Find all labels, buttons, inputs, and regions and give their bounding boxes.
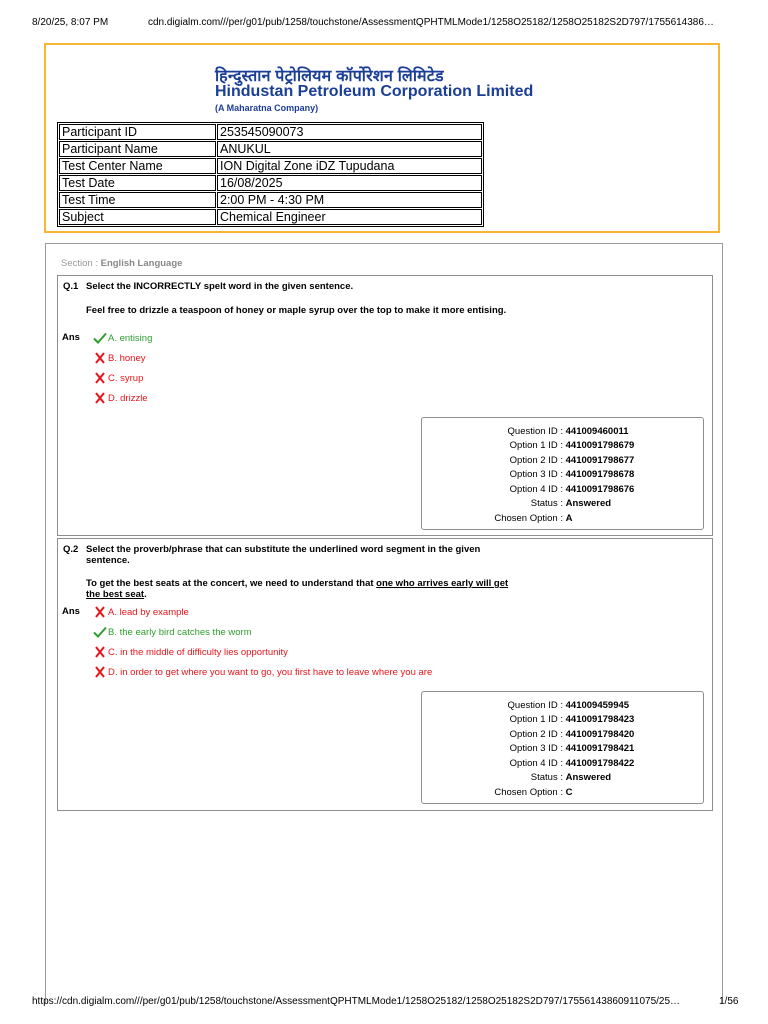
meta-label: Option 2 ID : [509,729,563,740]
option-text: D. drizzle [108,392,148,404]
question-meta-panel [421,691,704,804]
underlined-segment: one who arrives early will get the best seat [86,578,509,600]
meta-label: Option 3 ID : [509,469,563,480]
meta-label: Option 4 ID : [509,758,563,769]
meta-option4-id [422,758,635,769]
info-label: Test Date [59,175,216,191]
option-text: D. in order to get where you want to go, you first have to leave where you are [108,666,433,678]
option-b [93,352,146,364]
meta-value: 4410091798678 [565,469,635,480]
option-text: A. entising [108,332,153,344]
print-datetime: 8/20/25, 8:07 PM [32,17,109,28]
logo-tagline: (A Maharatna Company) [215,103,319,113]
meta-value: 4410091798423 [565,714,635,725]
meta-value: Answered [565,498,612,509]
cross-icon [93,646,107,658]
meta-value: 4410091798420 [565,729,635,740]
meta-value: 4410091798677 [565,455,635,466]
meta-chosen-option [422,513,602,524]
info-label: Subject [59,209,216,225]
meta-label: Status : [530,772,563,783]
option-text: A. lead by example [108,606,189,618]
question-block-2 [57,538,713,811]
meta-label: Option 4 ID : [509,484,563,495]
meta-value: A [565,513,573,524]
answer-label: Ans [62,332,80,343]
cross-icon [93,352,107,364]
meta-option2-id [422,729,635,740]
meta-label: Status : [530,498,563,509]
meta-option2-id [422,455,635,466]
info-label: Participant Name [59,141,216,157]
option-text: C. syrup [108,372,144,384]
sentence-end: . [144,589,147,600]
meta-value: 441009460011 [565,426,629,437]
table-row [59,209,482,225]
table-row [59,158,482,174]
participant-info-table [57,122,484,227]
meta-label: Question ID : [507,700,563,711]
option-d [93,666,432,678]
meta-status [422,772,612,783]
table-row [59,141,482,157]
table-row [59,175,482,191]
meta-chosen-option [422,787,602,798]
meta-question-id [422,426,629,437]
question-sentence: Feel free to drizzle a teaspoon of honey or maple syrup over the top to make it more entising. [86,305,507,316]
question-number: Q.1 [63,281,79,292]
section-title [61,258,182,269]
cross-icon [93,606,107,618]
option-text: B. honey [108,352,146,364]
table-row [59,124,482,140]
question-block-1 [57,275,713,536]
info-label: Test Time [59,192,216,208]
meta-label: Chosen Option : [494,787,563,798]
meta-question-id [422,700,630,711]
info-value: 253545090073 [217,124,482,140]
option-text: B. the early bird catches the worm [108,626,252,638]
section-name: English Language [100,258,183,269]
info-label: Test Center Name [59,158,216,174]
check-icon [93,332,107,344]
logo-english-text: Hindustan Petroleum Corporation Limited [215,83,534,100]
meta-value: Answered [565,772,612,783]
cross-icon [93,666,107,678]
info-value: ANUKUL [217,141,482,157]
section-label: Section : [61,258,98,269]
check-icon [93,626,107,638]
info-value: 2:00 PM - 4:30 PM [217,192,482,208]
option-a [93,606,189,618]
print-url-footer: https://cdn.digialm.com///per/g01/pub/1258/touchstone/AssessmentQPHTMLMode1/1258O25182/1258O25182S2D797/17556143860911075/25… [32,996,681,1007]
meta-value: 4410091798422 [565,758,635,769]
meta-label: Chosen Option : [494,513,563,524]
question-meta-panel [421,417,704,530]
cross-icon [93,392,107,404]
option-c [93,646,288,658]
question-prompt: Select the INCORRECTLY spelt word in the given sentence. [86,281,354,292]
question-prompt: Select the proverb/phrase that can substitute the underlined word segment in the given sentence. [86,544,481,566]
meta-label: Option 3 ID : [509,743,563,754]
meta-option1-id [422,714,635,725]
table-row [59,192,482,208]
info-value: ION Digital Zone iDZ Tupudana [217,158,482,174]
answer-label: Ans [62,606,80,617]
meta-value: C [565,787,573,798]
option-c [93,372,143,384]
logo-hindi-text: हिन्दुस्तान पेट्रोलियम कॉर्पोरेशन लिमिटेड [215,68,444,85]
meta-label: Option 1 ID : [509,440,563,451]
meta-value: 4410091798679 [565,440,635,451]
meta-option1-id [422,440,635,451]
info-value: Chemical Engineer [217,209,482,225]
option-a [93,332,152,344]
meta-option3-id [422,469,635,480]
page-number: 1/56 [719,996,739,1007]
print-url-header: cdn.digialm.com///per/g01/pub/1258/touchstone/AssessmentQPHTMLMode1/1258O25182/1258O25182S2D797/1755614386… [148,17,714,28]
cross-icon [93,372,107,384]
sentence-text: To get the best seats at the concert, we need to understand that [86,578,377,589]
option-d [93,392,148,404]
meta-value: 441009459945 [565,700,630,711]
meta-label: Option 1 ID : [509,714,563,725]
meta-label: Question ID : [507,426,563,437]
info-label: Participant ID [59,124,216,140]
question-number: Q.2 [63,544,79,555]
meta-value: 4410091798421 [565,743,635,754]
meta-status [422,498,612,509]
questions-container [45,243,723,1003]
meta-value: 4410091798676 [565,484,635,495]
question-sentence [86,578,516,600]
meta-label: Option 2 ID : [509,455,563,466]
option-text: C. in the middle of difficulty lies opportunity [108,646,288,658]
meta-option4-id [422,484,635,495]
info-value: 16/08/2025 [217,175,482,191]
header-banner [44,43,720,233]
option-b [93,626,252,638]
meta-option3-id [422,743,635,754]
